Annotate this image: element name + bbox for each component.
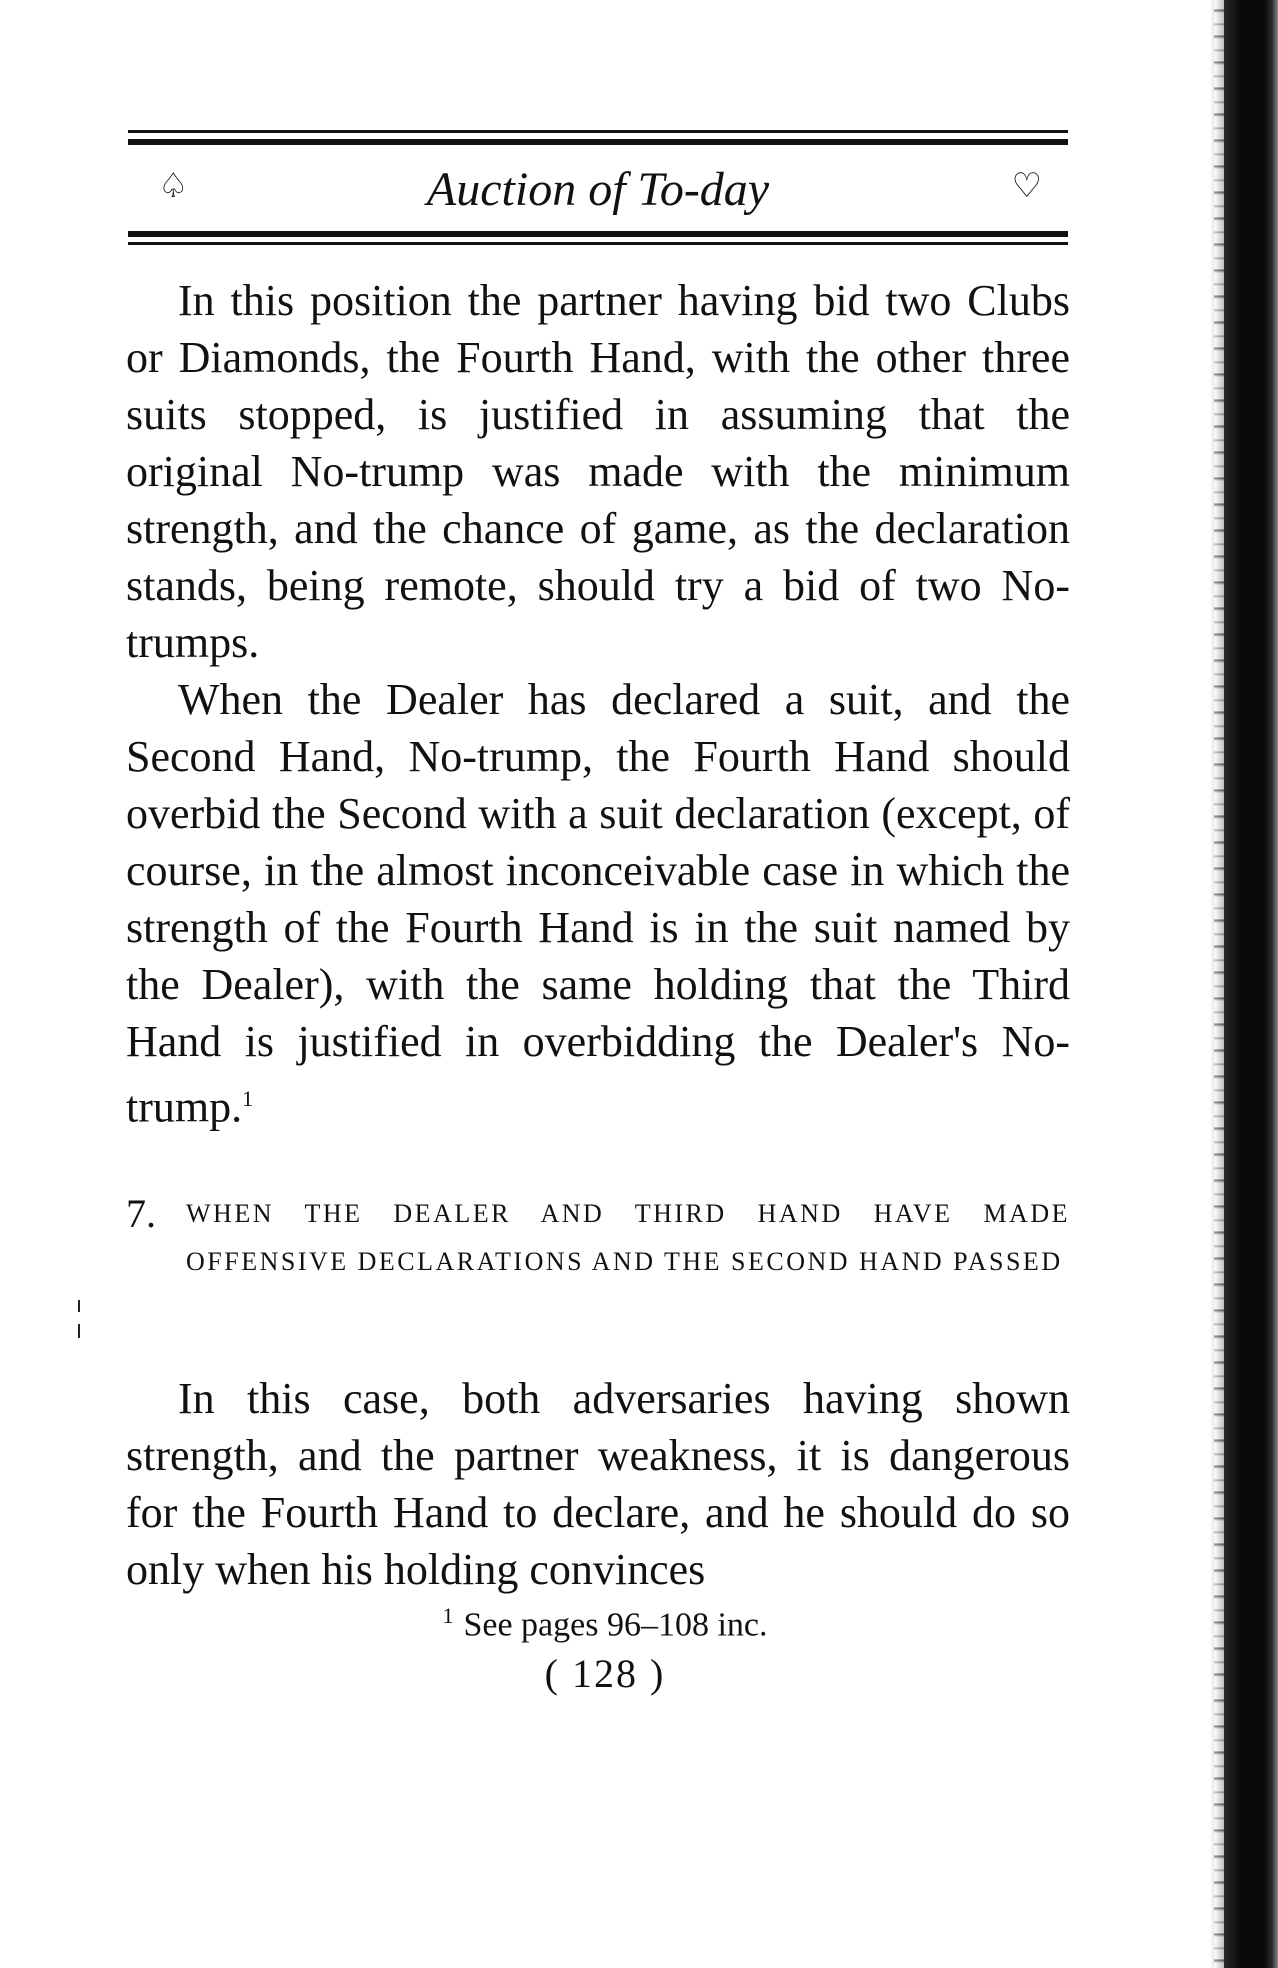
margin-mark — [78, 1324, 80, 1338]
heart-icon: ♡ — [1011, 166, 1042, 206]
running-header — [128, 130, 1068, 260]
page-number: ( 128 ) — [544, 1651, 666, 1696]
paragraph — [126, 671, 1070, 1136]
body-text-upper — [126, 272, 1070, 1136]
body-text-lower — [126, 1370, 1070, 1598]
header-rule-bottom-thick — [128, 231, 1068, 237]
margin-mark — [78, 1300, 80, 1312]
paragraph: In this position the partner having bid two Clubs or Diamonds, the Fourth Hand, with the other three suits stopped, is justified in assuming that the original No-trump was made with the minimum strength, and the chance of game, as the declaration stands, being remote, should try a bid of two No-trumps. — [126, 276, 1070, 667]
header-rule-top-thick — [128, 139, 1068, 145]
running-title: Auction of To-day — [426, 163, 770, 216]
paragraph: In this case, both adversaries having shown strength, and the partner weakness, it is dangerous for the Fourth Hand to declare, and he should do so only when his holding convinces — [126, 1374, 1070, 1594]
paragraph-text: When the Dealer has declared a suit, and the Second Hand, No-trump, the Fourth Hand should overbid the Second with a suit declaration (except, of course, in the almost inconceivable case in which the strength of the Fourth Hand is in the suit named by the Dealer), with the same holding that the Third Hand is justified in overbidding the Dealer's No-trump. — [126, 675, 1070, 1132]
header-rule-top-thin — [128, 130, 1068, 133]
header-rule-bottom-thin — [128, 242, 1068, 245]
section-title: WHEN THE DEALER AND THIRD HAND HAVE MADE OFFENSIVE DECLARATIONS AND THE SECOND HAND PASSED — [186, 1199, 1070, 1276]
scanned-page-edge — [1210, 0, 1278, 1968]
footnote-reference: 1 — [242, 1086, 254, 1111]
section-number: 7. — [126, 1191, 156, 1236]
footnote — [0, 1596, 1210, 1645]
header-row — [128, 164, 1068, 220]
section-heading — [126, 1190, 1070, 1286]
spade-icon: ♤ — [158, 166, 189, 206]
footnote-text: See pages 96–108 inc. — [463, 1606, 768, 1644]
footnote-mark: 1 — [442, 1603, 454, 1628]
